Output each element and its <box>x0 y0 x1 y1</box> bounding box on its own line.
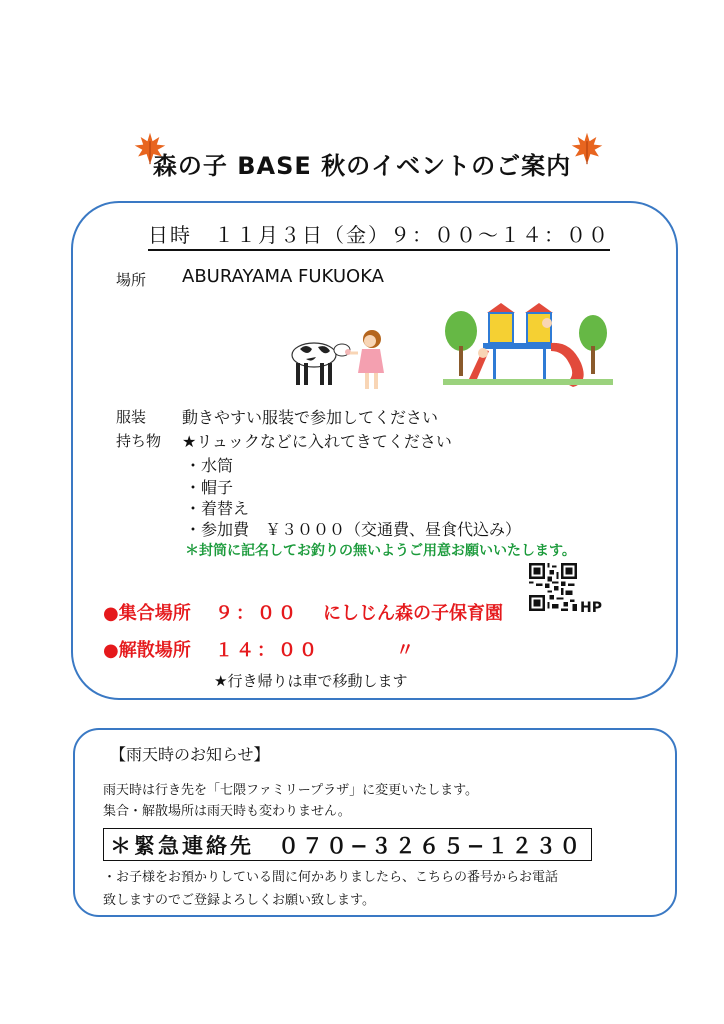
dismiss-place: 〃 <box>396 640 414 661</box>
rain-line-1: 雨天時は行き先を「七隈ファミリープラザ」に変更いたします。 <box>103 783 479 798</box>
girl-feeding-cow-illustration <box>286 325 386 393</box>
clothing-label: 服装 <box>116 408 147 426</box>
page-title: 森の子 BASE 秋のイベントのご案内 <box>152 152 572 180</box>
rain-notice-title: 【雨天時のお知らせ】 <box>110 745 270 764</box>
item-water-bottle: ・水筒 <box>185 456 234 475</box>
dismiss-time: １４：００ <box>215 640 320 661</box>
items-label: 持ち物 <box>116 432 162 450</box>
rain-line-2: 集合・解散場所は雨天時も変わりません。 <box>103 804 351 819</box>
item-change-of-clothes: ・着替え <box>185 499 250 518</box>
playground-illustration <box>443 301 613 391</box>
fee-note: ＊封筒に記名してお釣りの無いようご用意お願いいたします。 <box>185 543 576 559</box>
maple-leaf-icon <box>570 131 604 165</box>
clothing-value: 動きやすい服装で参加してください <box>182 408 439 427</box>
items-intro: ★リュックなどに入れてきてください <box>182 432 452 451</box>
transport-note: ★行き帰りは車で移動します <box>214 672 408 690</box>
emergency-contact: ＊緊急連絡先 ０７０−３２６５−１２３０ <box>103 828 592 861</box>
item-participation-fee: ・参加費 ￥３０００（交通費、昼食代込み） <box>185 520 522 539</box>
rain-note-1: ・お子様をお預かりしている間に何かありましたら、こちらの番号からお電話 <box>103 870 559 885</box>
dismiss-label: ●解散場所 <box>103 640 191 661</box>
meeting-label: ●集合場所 <box>103 603 191 624</box>
meeting-time: ９：００ <box>215 603 299 624</box>
place-label: 場所 <box>116 271 147 289</box>
hp-label: HP <box>580 600 602 616</box>
event-datetime: 日時 １１月３日（金）９：００〜１４：００ <box>148 219 610 251</box>
qr-code-icon[interactable] <box>529 563 577 611</box>
meeting-place: にしじん森の子保育園 <box>323 603 503 624</box>
place-value: ABURAYAMA FUKUOKA <box>182 266 384 287</box>
rain-note-2: 致しますのでご登録よろしくお願い致します。 <box>103 893 375 908</box>
item-hat: ・帽子 <box>185 478 234 497</box>
